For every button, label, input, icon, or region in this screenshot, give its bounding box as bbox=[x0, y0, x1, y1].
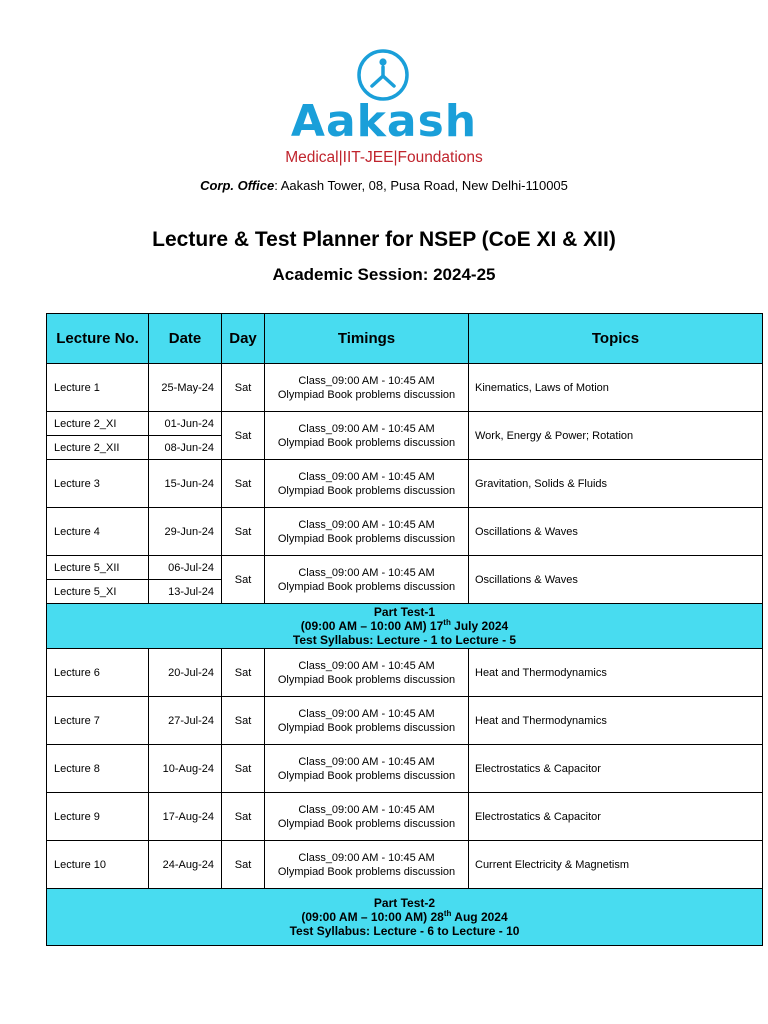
header-lecture-no: Lecture No. bbox=[47, 314, 149, 364]
lecture-cell: Lecture 3 bbox=[47, 460, 149, 508]
lecture-cell: Lecture 9 bbox=[47, 793, 149, 841]
timing-note: Olympiad Book problems discussion bbox=[277, 436, 456, 449]
part-test-row bbox=[47, 604, 763, 649]
timing-cell bbox=[265, 841, 469, 889]
date-cell: 08-Jun-24 bbox=[149, 436, 222, 460]
topic-cell: Oscillations & Waves bbox=[469, 508, 763, 556]
table-header-row bbox=[47, 314, 763, 364]
part-test-time: (09:00 AM – 10:00 AM) 28th Aug 2024 bbox=[301, 909, 508, 924]
header-day: Day bbox=[222, 314, 265, 364]
timing-class: Class_09:00 AM - 10:45 AM bbox=[298, 470, 435, 483]
part-test-syllabus: Test Syllabus: Lecture - 1 to Lecture - 5 bbox=[292, 633, 517, 647]
lecture-cell: Lecture 6 bbox=[47, 649, 149, 697]
timing-note: Olympiad Book problems discussion bbox=[277, 532, 456, 545]
day-cell: Sat bbox=[222, 793, 265, 841]
part-test-name: Part Test-1 bbox=[373, 605, 436, 619]
aakash-logo bbox=[270, 48, 498, 170]
day-cell: Sat bbox=[222, 745, 265, 793]
timing-note: Olympiad Book problems discussion bbox=[277, 580, 456, 593]
corp-office-line bbox=[0, 178, 768, 193]
corp-office-label: Corp. Office bbox=[200, 178, 275, 193]
timing-note: Olympiad Book problems discussion bbox=[277, 865, 456, 878]
day-cell: Sat bbox=[222, 508, 265, 556]
timing-cell bbox=[265, 556, 469, 604]
logo-tagline: Medical|IIT-JEE|Foundations bbox=[285, 149, 483, 166]
lecture-cell: Lecture 2_XI bbox=[47, 412, 149, 436]
topic-cell: Electrostatics & Capacitor bbox=[469, 745, 763, 793]
part-test-row bbox=[47, 889, 763, 946]
timing-note: Olympiad Book problems discussion bbox=[277, 817, 456, 830]
lecture-cell: Lecture 2_XII bbox=[47, 436, 149, 460]
table-row bbox=[47, 364, 763, 412]
date-cell: 25-May-24 bbox=[149, 364, 222, 412]
timing-class: Class_09:00 AM - 10:45 AM bbox=[298, 851, 435, 864]
header-timings: Timings bbox=[265, 314, 469, 364]
timing-cell bbox=[265, 412, 469, 460]
day-cell: Sat bbox=[222, 364, 265, 412]
table-row bbox=[47, 556, 763, 580]
topic-cell: Heat and Thermodynamics bbox=[469, 649, 763, 697]
timing-cell bbox=[265, 364, 469, 412]
timing-cell bbox=[265, 508, 469, 556]
date-cell: 01-Jun-24 bbox=[149, 412, 222, 436]
date-cell: 13-Jul-24 bbox=[149, 580, 222, 604]
table-row bbox=[47, 508, 763, 556]
day-cell: Sat bbox=[222, 460, 265, 508]
lecture-cell: Lecture 8 bbox=[47, 745, 149, 793]
timing-note: Olympiad Book problems discussion bbox=[277, 484, 456, 497]
topic-cell: Oscillations & Waves bbox=[469, 556, 763, 604]
day-cell: Sat bbox=[222, 697, 265, 745]
lecture-cell: Lecture 5_XII bbox=[47, 556, 149, 580]
table-row bbox=[47, 697, 763, 745]
timing-class: Class_09:00 AM - 10:45 AM bbox=[298, 803, 435, 816]
timing-class: Class_09:00 AM - 10:45 AM bbox=[298, 659, 435, 672]
date-cell: 17-Aug-24 bbox=[149, 793, 222, 841]
table-row bbox=[47, 649, 763, 697]
lecture-cell: Lecture 5_XI bbox=[47, 580, 149, 604]
part-test-syllabus: Test Syllabus: Lecture - 6 to Lecture - 10 bbox=[289, 924, 520, 938]
date-cell: 29-Jun-24 bbox=[149, 508, 222, 556]
header-date: Date bbox=[149, 314, 222, 364]
date-cell: 20-Jul-24 bbox=[149, 649, 222, 697]
topic-cell: Electrostatics & Capacitor bbox=[469, 793, 763, 841]
timing-cell bbox=[265, 697, 469, 745]
logo-wordmark: Aakash bbox=[290, 96, 478, 147]
timing-note: Olympiad Book problems discussion bbox=[277, 721, 456, 734]
topic-cell: Work, Energy & Power; Rotation bbox=[469, 412, 763, 460]
timing-class: Class_09:00 AM - 10:45 AM bbox=[298, 566, 435, 579]
lecture-cell: Lecture 4 bbox=[47, 508, 149, 556]
topic-cell: Current Electricity & Magnetism bbox=[469, 841, 763, 889]
date-cell: 24-Aug-24 bbox=[149, 841, 222, 889]
timing-note: Olympiad Book problems discussion bbox=[277, 673, 456, 686]
timing-cell bbox=[265, 793, 469, 841]
day-cell: Sat bbox=[222, 412, 265, 460]
table-row bbox=[47, 745, 763, 793]
day-cell: Sat bbox=[222, 556, 265, 604]
timing-class: Class_09:00 AM - 10:45 AM bbox=[298, 422, 435, 435]
timing-class: Class_09:00 AM - 10:45 AM bbox=[298, 374, 435, 387]
topic-cell: Gravitation, Solids & Fluids bbox=[469, 460, 763, 508]
date-cell: 27-Jul-24 bbox=[149, 697, 222, 745]
timing-class: Class_09:00 AM - 10:45 AM bbox=[298, 518, 435, 531]
part-test-cell bbox=[47, 889, 763, 946]
timing-cell bbox=[265, 745, 469, 793]
day-cell: Sat bbox=[222, 841, 265, 889]
lecture-cell: Lecture 1 bbox=[47, 364, 149, 412]
timing-class: Class_09:00 AM - 10:45 AM bbox=[298, 755, 435, 768]
timing-note: Olympiad Book problems discussion bbox=[277, 769, 456, 782]
timing-class: Class_09:00 AM - 10:45 AM bbox=[298, 707, 435, 720]
date-cell: 06-Jul-24 bbox=[149, 556, 222, 580]
table-row bbox=[47, 412, 763, 436]
day-cell: Sat bbox=[222, 649, 265, 697]
table-row bbox=[47, 841, 763, 889]
page-subtitle: Academic Session: 2024-25 bbox=[272, 265, 496, 284]
topic-cell: Heat and Thermodynamics bbox=[469, 697, 763, 745]
timing-cell bbox=[265, 649, 469, 697]
part-test-time: (09:00 AM – 10:00 AM) 17th July 2024 bbox=[300, 618, 509, 633]
corp-office-address: : Aakash Tower, 08, Pusa Road, New Delhi-110005 bbox=[274, 178, 568, 193]
part-test-name: Part Test-2 bbox=[373, 896, 436, 910]
header-topics: Topics bbox=[469, 314, 763, 364]
timing-cell bbox=[265, 460, 469, 508]
planner-table bbox=[46, 313, 763, 946]
lecture-cell: Lecture 7 bbox=[47, 697, 149, 745]
page-title: Lecture & Test Planner for NSEP (CoE XI & XII) bbox=[152, 228, 616, 251]
timing-note: Olympiad Book problems discussion bbox=[277, 388, 456, 401]
date-cell: 15-Jun-24 bbox=[149, 460, 222, 508]
date-cell: 10-Aug-24 bbox=[149, 745, 222, 793]
table-row bbox=[47, 793, 763, 841]
topic-cell: Kinematics, Laws of Motion bbox=[469, 364, 763, 412]
aakash-logo-icon bbox=[356, 48, 410, 102]
part-test-cell bbox=[47, 604, 763, 649]
table-row bbox=[47, 460, 763, 508]
lecture-cell: Lecture 10 bbox=[47, 841, 149, 889]
